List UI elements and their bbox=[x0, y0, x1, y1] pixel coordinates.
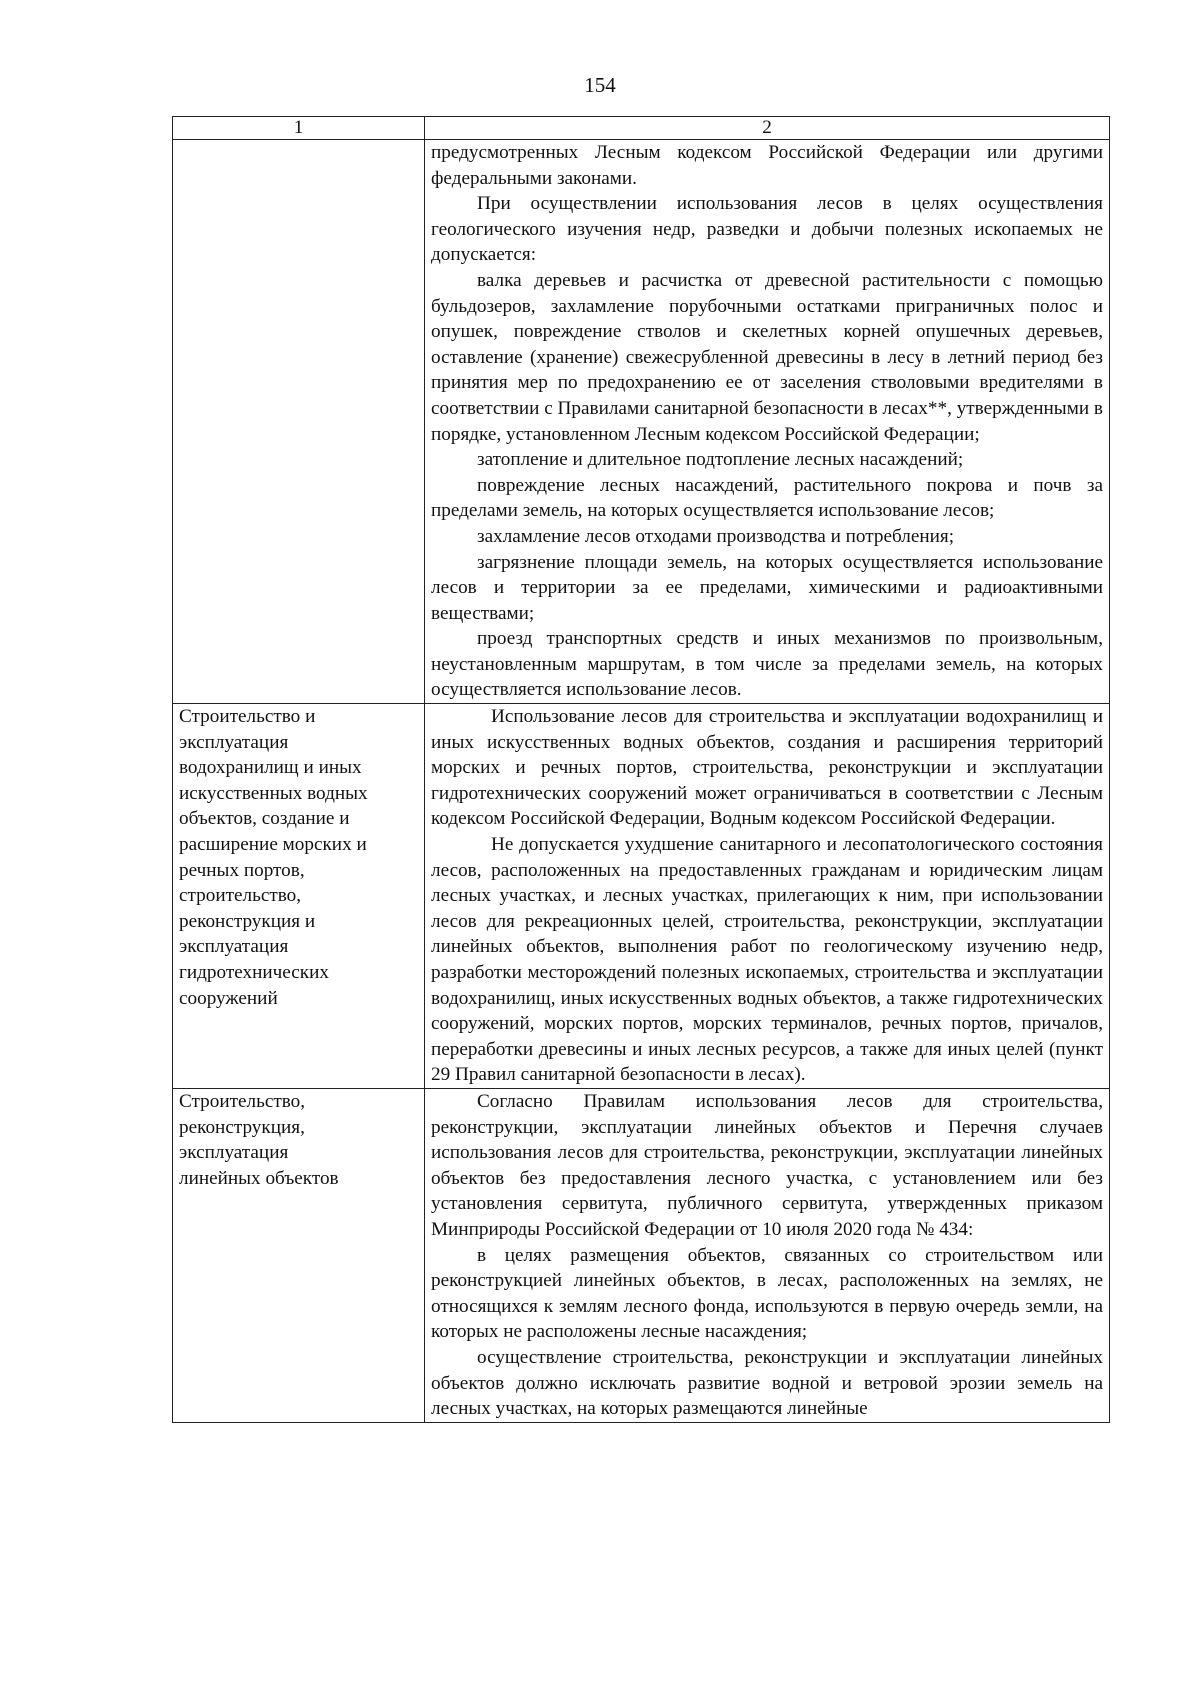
table-row bbox=[173, 1088, 1110, 1422]
column-header-1: 1 bbox=[173, 117, 425, 140]
activity-line: искусственных водных bbox=[179, 782, 368, 804]
activity-line: реконструкция, bbox=[179, 1116, 305, 1138]
main-table bbox=[172, 116, 1110, 1423]
paragraph: Не допускается ухудшение санитарного и лесопатологического состояния лесов, расположенных на предоставленных гражданам и юридическим лицам лесных участках, и лесных участках, прилегающих к ним, при использовании лесов для рекреационных целей, строительства, реконструкции, эксплуатации линейных объектов, выполнения работ по геологическому изучению недр, разработки месторождений полезных ископаемых, строительства и эксплуатации водохранилищ, иных искусственных водных объектов, а также гидротехнических сооружений, морских портов, морских терминалов, речных портов, причалов, переработки древесины и иных лесных ресурсов, а также для иных целей (пункт 29 Правил санитарной безопасности в лесах). bbox=[431, 834, 1103, 1086]
paragraph: осуществление строительства, реконструкции и эксплуатации линейных объектов должно исключать развитие водной и ветровой эрозии земель на лесных участках, на которых размещаются линейные bbox=[431, 1346, 1103, 1420]
paragraph: загрязнение площади земель, на которых осуществляется использование лесов и территории за ее пределами, химическими и радиоактивными веществами; bbox=[431, 551, 1103, 624]
paragraph: предусмотренных Лесным кодексом Российской Федерации или другими федеральными законами. bbox=[431, 142, 1103, 189]
activity-line: эксплуатация bbox=[179, 1142, 289, 1164]
row-1-requirements-cell bbox=[425, 140, 1110, 704]
activity-line: линейных объектов bbox=[179, 1167, 339, 1189]
page-number: 154 bbox=[584, 73, 616, 97]
activity-line: сооружений bbox=[179, 987, 278, 1009]
paragraph: захламление лесов отходами производства и потребления; bbox=[477, 525, 955, 547]
activity-line: Строительство и bbox=[179, 706, 316, 728]
activity-line: строительство, bbox=[179, 885, 302, 907]
row-2-activity-cell bbox=[173, 704, 425, 1089]
activity-line: объектов, создание и bbox=[179, 808, 350, 830]
paragraph: При осуществлении использования лесов в целях осуществления геологического изучения недр, разведки и добычи полезных ископаемых не допускается: bbox=[431, 193, 1103, 266]
paragraph: Использование лесов для строительства и эксплуатации водохранилищ и иных искусственных водных объектов, создания и расширения территорий морских и речных портов, строительства, реконструкции и эксплуатации гидротехнических сооружений может ограничиваться в соответствии с Лесным кодексом Российской Федерации, Водным кодексом Российской Федерации. bbox=[431, 706, 1103, 830]
table-row bbox=[173, 704, 1110, 1089]
paragraph: Согласно Правилам использования лесов для строительства, реконструкции, эксплуатации линейных объектов и Перечня случаев использования лесов для строительства, реконструкции, эксплуатации линейных объектов без предоставления лесного участка, с установлением или без установления сервитута, публичного сервитута, утвержденных приказом Минприроды Российской Федерации от 10 июля 2020 года № 434: bbox=[431, 1090, 1103, 1240]
activity-line: водохранилищ и иных bbox=[179, 757, 362, 779]
activity-line: расширение морских и bbox=[179, 834, 367, 856]
paragraph: повреждение лесных насаждений, растительного покрова и почв за пределами земель, на которых осуществляется использование лесов; bbox=[431, 474, 1103, 522]
table-row bbox=[173, 140, 1110, 704]
paragraph: в целях размещения объектов, связанных со строительством или реконструкцией линейных объектов, в лесах, расположенных на землях, не относящихся к землям лесного фонда, используются в первую очередь земли, на которых не расположены лесные насаждения; bbox=[431, 1244, 1103, 1343]
activity-line: эксплуатация bbox=[179, 731, 289, 753]
activity-line: эксплуатация bbox=[179, 936, 289, 958]
activity-line: реконструкция и bbox=[179, 910, 316, 932]
activity-line: Строительство, bbox=[179, 1090, 306, 1112]
paragraph: валка деревьев и расчистка от древесной растительности с помощью бульдозеров, захламление порубочными остатками приграничных полос и опушек, повреждение стволов и скелетных корней опушечных деревьев, оставление (хранение) свежесрубленной древесины в лесу в летний период без принятия мер по предохранению ее от заселения стволовыми вредителями в соответствии с Правилами санитарной безопасности в лесах**, утвержденными в порядке, установленном Лесным кодексом Российской Федерации; bbox=[431, 269, 1103, 445]
row-2-requirements-cell bbox=[425, 704, 1110, 1089]
column-header-2: 2 bbox=[425, 117, 1110, 140]
paragraph: проезд транспортных средств и иных механизмов по произвольным, неустановленным маршрутам, в том числе за пределами земель, на которых осуществляется использование лесов. bbox=[431, 628, 1103, 701]
table-header-row bbox=[173, 117, 1110, 140]
activity-line: речных портов, bbox=[179, 859, 305, 881]
paragraph: затопление и длительное подтопление лесных насаждений; bbox=[477, 449, 964, 471]
row-3-activity-cell bbox=[173, 1088, 425, 1422]
activity-line: гидротехнических bbox=[179, 962, 329, 983]
row-1-activity-cell bbox=[173, 140, 425, 704]
row-3-requirements-cell bbox=[425, 1088, 1110, 1422]
